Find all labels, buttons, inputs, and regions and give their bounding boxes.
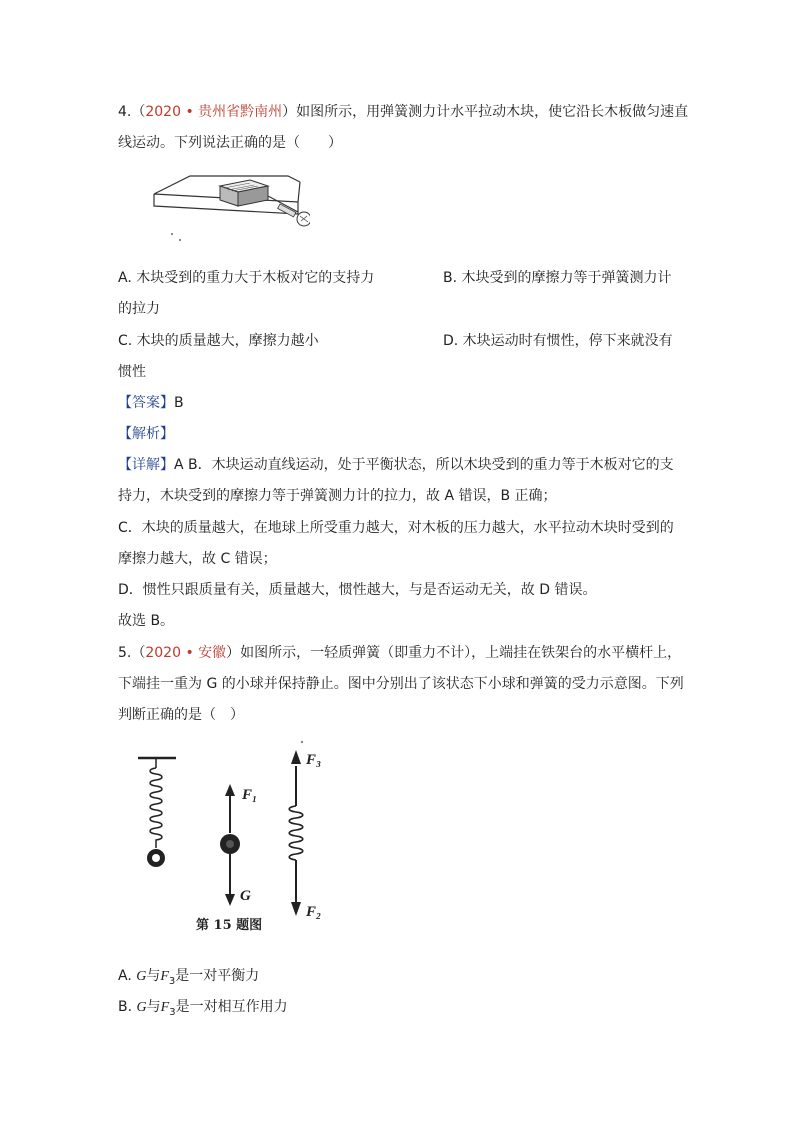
q5-source-open: （: [131, 645, 146, 661]
q4-stem-line-1: [118, 102, 688, 122]
analysis-tag: 【解析】: [118, 426, 174, 442]
q4-detail-line-4: 摩擦力越大，故 C 错误；: [118, 551, 277, 567]
answer-value: B: [174, 395, 184, 411]
q4-detail-line-2: 持力，木块受到的摩擦力等于弹簧测力计的拉力，故 A 错误，B 正确；: [118, 488, 557, 504]
q4-option-b-line-2: 的拉力: [118, 301, 160, 317]
q5-stem-line-3: 判断正确的是（ ）: [118, 707, 244, 723]
speck-mark: [171, 233, 173, 235]
q5-option-b-letter: B.: [118, 999, 137, 1015]
q4-source-close: ）: [282, 104, 297, 120]
q5-option-a-sub: 3: [168, 975, 176, 987]
label-f3: F₃: [306, 752, 322, 768]
q4-detail-text-1: A B．木块运动直线运动，处于平衡状态，所以木块受到的重力等于木板对它的支: [174, 457, 674, 473]
q5-option-a-letter: A.: [118, 968, 137, 984]
q4-source: 2020 • 贵州省黔南州: [145, 104, 283, 120]
arrow-down-f2: [291, 902, 301, 916]
arrow-up-f1: [225, 784, 235, 796]
q4-answer: [118, 393, 184, 413]
answer-tag: 【答案】: [118, 395, 174, 411]
q4-option-d-line-1: D. 木块运动时有惯性，停下来就没有: [443, 333, 673, 349]
q4-option-d-line-2: 惯性: [118, 364, 146, 380]
spring-ball-setup: [138, 758, 176, 867]
speck-mark: [179, 239, 181, 241]
q5-option-a-text: 是一对平衡力: [175, 968, 260, 984]
q4-detail-line-1: [118, 455, 674, 475]
q5-option-b-sub: 3: [169, 1006, 176, 1018]
q4-source-open: （: [131, 104, 146, 120]
figure-caption: 第 15 题图: [196, 918, 263, 933]
q5-stem-line-2: 下端挂一重为 G 的小球并保持静止。图中分别出了该状态下小球和弹簧的受力示意图。下列: [118, 676, 684, 692]
q5-option-a-f: F: [160, 969, 169, 984]
q5-option-a-mid: 与: [146, 968, 161, 984]
q4-conclusion: 故选 B。: [118, 613, 175, 629]
q5-source: 2020 • 安徽: [145, 645, 227, 661]
arrow-down-g: [225, 894, 235, 906]
q4-option-c: C. 木块的质量越大，摩擦力越小: [118, 333, 319, 349]
q5-option-b-mid: 与: [146, 999, 161, 1015]
speck-mark: [301, 741, 303, 743]
q5-option-b-g: G: [136, 1000, 147, 1015]
q5-option-a: [118, 966, 259, 992]
q4-stem-line-2: 线运动。下列说法正确的是（ ）: [118, 135, 342, 151]
q5-option-b-text: 是一对相互作用力: [175, 999, 288, 1015]
q4-option-b-line-1: B. 木块受到的摩擦力等于弹簧测力计: [443, 270, 672, 286]
ball-force-diagram: [220, 784, 240, 906]
q5-stem-line-1: [118, 643, 681, 663]
q4-detail-line-3: C．木块的质量越大，在地球上所受重力越大，对木板的压力越大，水平拉动木块时受到的: [118, 520, 674, 536]
arrow-up-f3: [291, 750, 301, 764]
q5-stem-text-1: 如图所示，一轻质弹簧（即重力不计），上端挂在铁架台的水平横杆上，: [240, 645, 682, 661]
q4-number: 4.: [118, 104, 132, 120]
q4-figure-spring-scale-pulling-block: [150, 172, 310, 252]
label-f1: F₁: [242, 787, 258, 803]
detail-tag: 【详解】: [118, 457, 174, 473]
q4-stem-text-1: 如图所示，用弹簧测力计水平拉动木块，使它沿长木板做匀速直: [296, 104, 689, 120]
q5-source-close: ）: [226, 645, 241, 661]
spring-force-diagram: [289, 741, 303, 916]
wooden-block: [220, 180, 268, 206]
label-g: G: [240, 888, 251, 904]
q5-option-a-g: G: [136, 969, 147, 984]
q5-option-b-f: F: [160, 1000, 170, 1015]
q4-option-a: A. 木块受到的重力大于木板对它的支持力: [118, 270, 375, 286]
q5-option-b: [118, 997, 288, 1023]
q5-number: 5.: [118, 645, 132, 661]
label-f2: F₂: [306, 904, 322, 920]
q4-detail-line-5: D．惯性只跟质量有关，质量越大，惯性越大，与是否运动无关，故 D 错误。: [118, 582, 597, 598]
